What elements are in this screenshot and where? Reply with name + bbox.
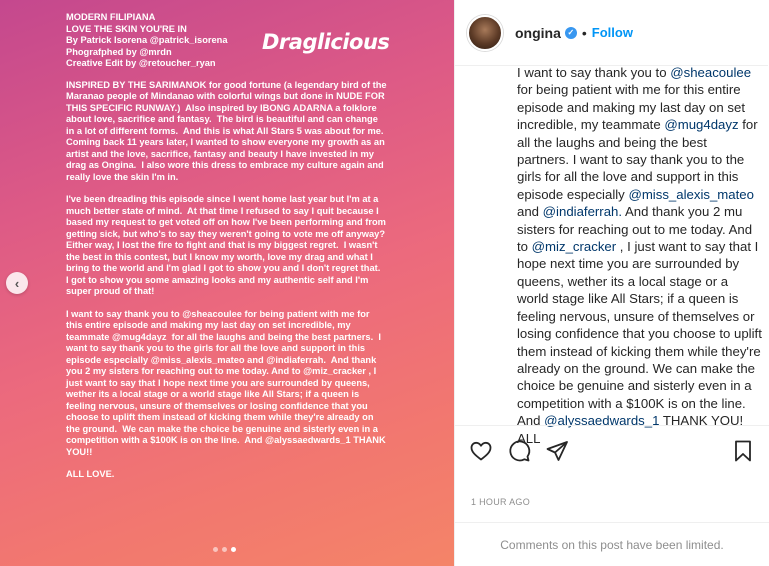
- bookmark-icon[interactable]: [729, 437, 757, 465]
- comment-bubble-icon[interactable]: [505, 437, 533, 465]
- username-link[interactable]: ongina: [515, 24, 561, 41]
- post-caption: I want to say thank you to @sheacoulee for being patient with me for this entire episode and making my last day on set incredible, my teammate @mug4dayz for all the laughs and being the best partners. I want to say thank you to the girls for all the love and support in this episode especially @miss_alexis_mateo and @indiaferrah. And thank you 2 mu sisters for reaching out to me today. And to @miz_cracker , I just want to say that I hope next time you are surrounded by queens, wether its a local stage or a world stage like All Stars; if a queen is feeling nervous, unsure of themselves or losing confidence that you choose to uplift them instead of kicking them while they're already on the ground. We can make the choice be genuine and sisterly even in a competition with a $100K is on the line. And @alyssaedwards_1 THANK YOU! ALL: [517, 65, 762, 446]
- mention-link[interactable]: @mug4dayz: [664, 117, 739, 133]
- separator-dot: •: [581, 24, 587, 41]
- brand-logo: Draglicious: [262, 30, 390, 54]
- caption-scroll-area[interactable]: [455, 65, 769, 446]
- carousel-dot: [213, 547, 218, 552]
- image-text-block: [66, 12, 391, 481]
- previous-slide-button[interactable]: ‹: [6, 272, 28, 294]
- mention-link[interactable]: @miz_cracker: [531, 239, 617, 255]
- image-paragraph-3: I want to say thank you to @sheacoulee for being patient with me for this entire episode and making my last day on set incredible, my teammate @mug4dayz for all the laughs and being the best partners. I want to say thank you to the girls for all the love and support in this episode especially @miss_alexis_mateo and @indiaferrah. And thank you 2 my sisters for reaching out to me today. And to @miz_cracker , I just want to say that I hope next time you are surrounded by queens, wether its a local stage or a world stage like All Stars; if a queen is feeling nervous, unsure of themselves or losing confidence that you choose to uplift them instead of kicking them while they're already on the ground. We can make the choice be genuine and sisterly even in a competition with a $100K is on the line. And @alyssaedwards_1 THANK YOU!!: [66, 308, 389, 457]
- comments-limited-notice: Comments on this post have been limited.: [455, 522, 769, 566]
- post-header: [455, 0, 768, 66]
- follow-button[interactable]: Follow: [591, 25, 633, 40]
- share-send-icon[interactable]: [543, 437, 571, 465]
- mention-link[interactable]: @alyssaedwards_1: [544, 413, 660, 429]
- mention-link[interactable]: @sheacoulee: [670, 65, 752, 80]
- carousel-dot: [222, 547, 227, 552]
- post-timestamp[interactable]: 1 HOUR AGO: [471, 497, 531, 507]
- avatar[interactable]: [467, 15, 503, 51]
- image-signoff: ALL LOVE.: [66, 469, 115, 479]
- image-paragraph-1: INSPIRED BY THE SARIMANOK for good fortune (a legendary bird of the Maranao people of Mindanao with colorful wings but done in NUDE FOR THIS SPECIFIC RUNWAY.) Also inspired by IBONG ADARNA a folklore about love, sacrifice and fantasy. The bird is beautiful and can change in a lot of different forms. And this is what All Stars 5 was about for me. Coming back 11 years later, I wanted to show everyone my growth as an artist and the love, sacrifice, fantasy and beauty I have invested in my drag as Ongina. I also wore this dress to embrace my culture again and really love the skin I'm in.: [66, 79, 390, 182]
- carousel-dot-active: [231, 547, 236, 552]
- mention-link[interactable]: @indiaferrah.: [542, 204, 623, 220]
- carousel-dots: [213, 547, 236, 552]
- mention-link[interactable]: @miss_alexis_mateo: [628, 186, 754, 202]
- like-heart-icon[interactable]: [467, 437, 495, 465]
- action-bar: [455, 425, 769, 475]
- image-paragraph-2: I've been dreading this episode since I went home last year but I'm at a much better state of mind. At that time I refused to say I quit because I based my request to get voted off on how I've been performing and from getting sick, but who's to say they weren't going to vote me off anyway? Either way, I lost the fire to fight and that is my biggest regret. I wasn't the best in this contest, but I know my worth, love my drag and what I bring to the world and I'm glad I got to show you and I don't regret that. I got to show you some amazing looks and my authentic self and I'm super proud of that!: [66, 194, 391, 296]
- image-credits: MODERN FILIPIANA LOVE THE SKIN YOU'RE IN By Patrick Isorena @patrick_isorena Phografphed by @mrdn Creative Edit by @retoucher_ryan: [66, 12, 228, 68]
- post-side-panel: [454, 0, 768, 566]
- verified-badge-icon: ✓: [565, 27, 577, 39]
